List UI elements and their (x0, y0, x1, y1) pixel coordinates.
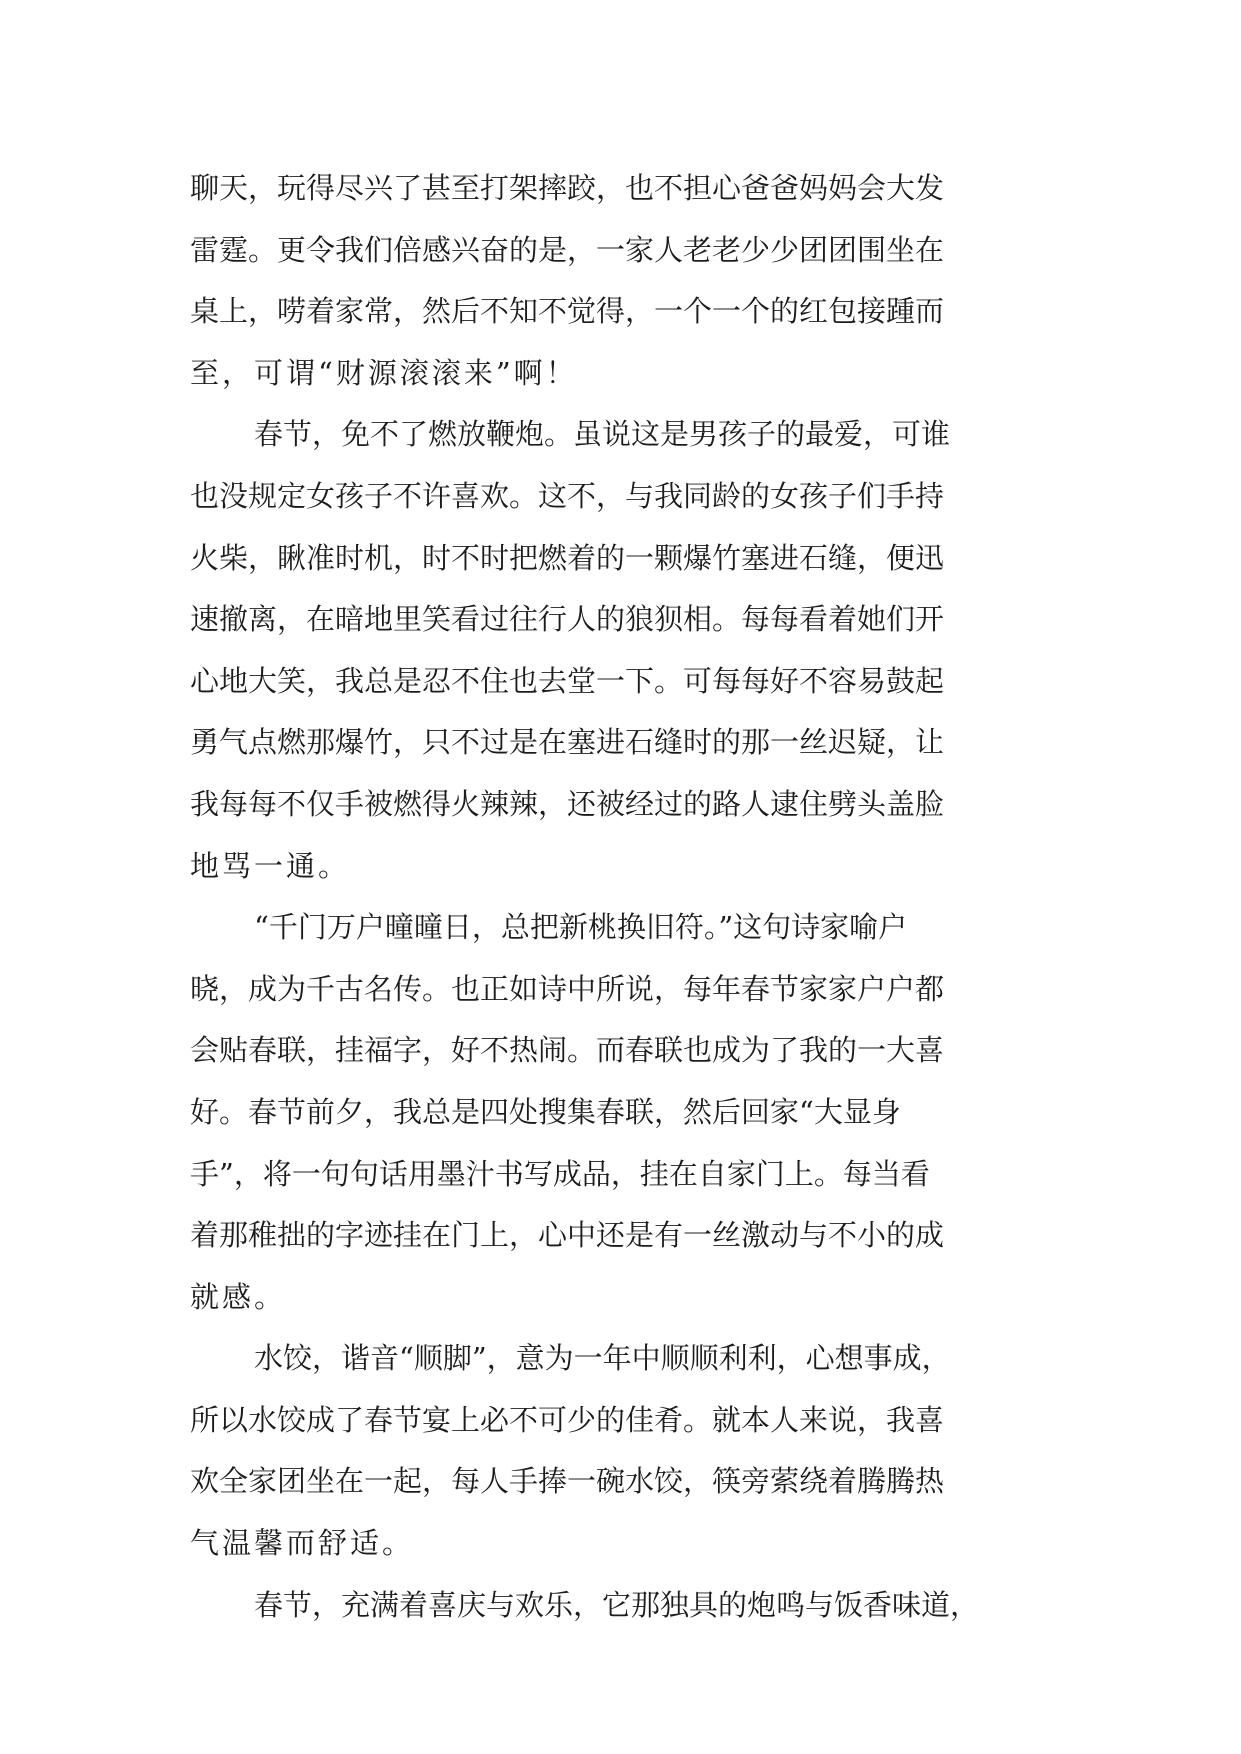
text-line: 手”，将一句句话用墨汁书写成品，挂在自家门上。每当看 (190, 1156, 930, 1191)
text-line: 聊天，玩得尽兴了甚至打架摔跤，也不担心爸爸妈妈会大发 (190, 171, 945, 205)
text-line: 火柴，瞅准时机，时不时把燃着的一颗爆竹塞进石缝，便迅 (190, 540, 945, 575)
text-line: 所以水饺成了春节宴上必不可少的佳肴。就本人来说，我喜 (190, 1402, 945, 1437)
text-line: 晓，成为千古名传。也正如诗中所说，每年春节家家户户都 (190, 971, 945, 1006)
text-line: 气温馨而舒适。 (190, 1526, 415, 1561)
text-line: 地骂一通。 (190, 848, 351, 883)
text-line: “千门万户曈曈日，总把新桃换旧符。”这句诗家喻户 (254, 910, 908, 945)
text-line: 欢全家团坐在一起，每人手捧一碗水饺，筷旁萦绕着腾腾热 (190, 1464, 945, 1499)
text-line: 水饺，谐音“顺脚”，意为一年中顺顺利利，心想事成， (254, 1341, 951, 1376)
text-line: 心地大笑，我总是忍不住也去堂一下。可每每好不容易鼓起 (190, 663, 945, 698)
text-line: 就感。 (190, 1279, 287, 1314)
text-line: 春节，充满着喜庆与欢乐，它那独具的炮鸣与饭香味道， (254, 1587, 980, 1622)
text-line: 桌上，唠着家常，然后不知不觉得，一个一个的红包接踵而 (190, 294, 945, 329)
text-line: 至，可谓“财源滚滚来”啊！ (190, 355, 578, 390)
text-line: 好。春节前夕，我总是四处搜集春联，然后回家“大显身 (190, 1094, 901, 1129)
text-line: 勇气点燃那爆竹，只不过是在塞进石缝时的那一丝迟疑，让 (190, 725, 945, 760)
essay-body (190, 158, 1050, 1636)
text-line: 着那稚拙的字迹挂在门上，心中还是有一丝激动与不小的成 (190, 1218, 945, 1253)
text-line: 春节，免不了燃放鞭炮。虽说这是男孩子的最爱，可谁 (254, 417, 951, 452)
text-line: 也没规定女孩子不许喜欢。这不，与我同龄的女孩子们手持 (190, 478, 945, 513)
text-line: 我每每不仅手被燃得火辣辣，还被经过的路人逮住劈头盖脸 (190, 786, 945, 821)
text-line: 会贴春联，挂福字，好不热闹。而春联也成为了我的一大喜 (190, 1033, 945, 1068)
text-line: 雷霆。更令我们倍感兴奋的是，一家人老老少少团团围坐在 (190, 232, 945, 267)
text-line: 速撤离，在暗地里笑看过往行人的狼狈相。每每看着她们开 (190, 602, 945, 637)
